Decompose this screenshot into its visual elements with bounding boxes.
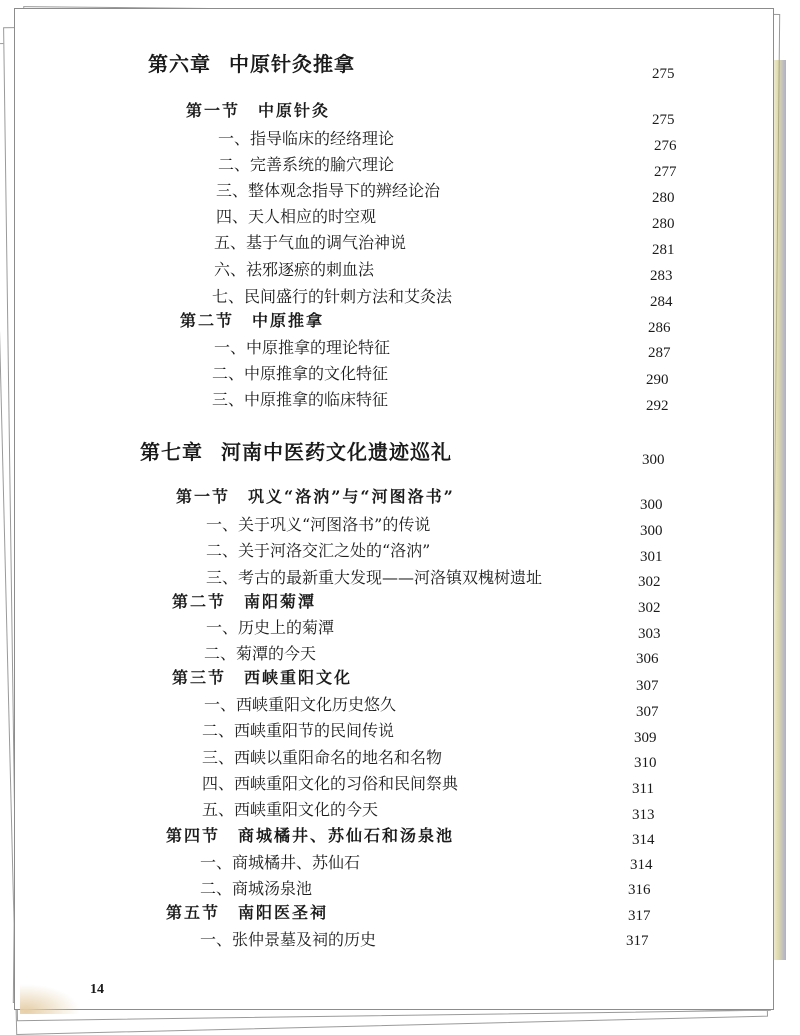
toc-page-number: 301 [640, 549, 663, 565]
toc-page-number: 314 [632, 832, 655, 848]
section-title: 中原推拿 [252, 311, 325, 330]
toc-page-number: 314 [630, 857, 653, 873]
item-title: 七、民间盛行的针刺方法和艾灸法 [212, 287, 453, 306]
toc-item [216, 178, 440, 201]
section-title: 南阳医圣祠 [238, 903, 329, 922]
toc-page-number: 300 [640, 497, 663, 513]
toc-item [204, 692, 396, 715]
section-title: 中原针灸 [258, 101, 331, 120]
toc-item [214, 257, 374, 280]
section-title: 商城橘井、苏仙石和汤泉池 [238, 826, 455, 845]
item-title: 三、整体观念指导下的辨经论治 [216, 181, 441, 200]
item-title: 一、中原推拿的理论特征 [214, 338, 391, 357]
section-title: 南阳菊潭 [244, 592, 317, 611]
item-title: 五、基于气血的调气治神说 [214, 233, 407, 252]
toc-item [212, 284, 452, 307]
toc-item [202, 718, 394, 741]
item-title: 一、历史上的菊潭 [206, 618, 335, 637]
toc-page-number: 280 [652, 216, 675, 232]
toc-item [212, 387, 388, 410]
toc-item [216, 204, 376, 227]
toc-page-number: 317 [626, 933, 649, 949]
toc-item [218, 152, 394, 175]
section-number: 第三节 [172, 668, 227, 687]
item-title: 一、商城橘井、苏仙石 [200, 853, 361, 872]
toc-chapter [140, 436, 452, 465]
toc-page-number: 284 [650, 294, 673, 310]
toc-page-number: 302 [638, 600, 661, 616]
toc-item [202, 797, 378, 820]
toc-item [214, 230, 406, 253]
toc-page-number: 275 [652, 66, 675, 82]
page-corner-shadow [20, 984, 80, 1014]
toc-page-number: 300 [642, 452, 665, 468]
toc-item [206, 615, 334, 638]
item-title: 五、西峡重阳文化的今天 [202, 800, 379, 819]
section-number: 第一节 [176, 487, 231, 506]
toc-page-number: 317 [628, 908, 651, 924]
toc-page-number: 280 [652, 190, 675, 206]
item-title: 四、天人相应的时空观 [216, 207, 377, 226]
toc-item [214, 335, 390, 358]
item-title: 二、西峡重阳节的民间传说 [202, 721, 395, 740]
section-title: 西峡重阳文化 [244, 668, 353, 687]
section-number: 第一节 [186, 101, 241, 120]
toc-page-number: 303 [638, 626, 661, 642]
toc-page-number: 287 [648, 345, 671, 361]
toc-page-number: 275 [652, 112, 675, 128]
toc-section [172, 665, 352, 688]
chapter-number: 第七章 [140, 440, 203, 464]
chapter-title: 中原针灸推拿 [229, 52, 355, 76]
toc-item [200, 850, 360, 873]
toc-item [200, 927, 376, 950]
toc-item [206, 565, 542, 588]
toc-page-number: 311 [632, 781, 654, 797]
toc-item [202, 771, 458, 794]
item-title: 二、商城汤泉池 [200, 879, 313, 898]
page-number: 14 [90, 982, 104, 997]
toc-item [202, 745, 442, 768]
toc-page-number: 302 [638, 574, 661, 590]
chapter-number: 第六章 [148, 52, 211, 76]
toc-page-number: 300 [640, 523, 663, 539]
toc-section [166, 900, 328, 923]
toc-item [206, 538, 430, 561]
toc-page-number: 309 [634, 730, 657, 746]
toc-page-number: 281 [652, 242, 675, 258]
item-title: 二、中原推拿的文化特征 [212, 364, 389, 383]
item-title: 二、关于河洛交汇之处的“洛汭” [206, 541, 431, 560]
toc-section [172, 589, 316, 612]
item-title: 一、关于巩义“河图洛书”的传说 [206, 515, 431, 534]
toc-page-number: 316 [628, 882, 651, 898]
toc-page-number: 292 [646, 398, 669, 414]
toc-page-number: 307 [636, 704, 659, 720]
section-number: 第五节 [166, 903, 221, 922]
item-title: 三、考古的最新重大发现——河洛镇双槐树遗址 [206, 568, 543, 587]
item-title: 一、西峡重阳文化历史悠久 [204, 695, 397, 714]
item-title: 一、指导临床的经络理论 [218, 129, 395, 148]
section-number: 第二节 [172, 592, 227, 611]
item-title: 三、中原推拿的临床特征 [212, 390, 389, 409]
chapter-title: 河南中医药文化遗迹巡礼 [221, 440, 452, 464]
toc-page-number: 290 [646, 372, 669, 388]
item-title: 二、完善系统的腧穴理论 [218, 155, 395, 174]
item-title: 一、张仲景墓及祠的历史 [200, 930, 377, 949]
toc-section [176, 484, 455, 507]
item-title: 六、祛邪逐瘀的刺血法 [214, 260, 375, 279]
toc-item [206, 512, 430, 535]
toc-section [186, 98, 330, 121]
section-number: 第二节 [180, 311, 235, 330]
toc-page-number: 313 [632, 807, 655, 823]
book-edge-strip [772, 60, 786, 960]
toc-page-number: 277 [654, 164, 677, 180]
item-title: 二、菊潭的今天 [204, 644, 317, 663]
toc-page-number: 307 [636, 678, 659, 694]
toc-item [212, 361, 388, 384]
section-number: 第四节 [166, 826, 221, 845]
toc-page-number: 310 [634, 755, 657, 771]
toc-chapter [148, 48, 355, 77]
toc-page-number: 276 [654, 138, 677, 154]
toc-page-number: 286 [648, 320, 671, 336]
toc-section [180, 308, 324, 331]
item-title: 四、西峡重阳文化的习俗和民间祭典 [202, 774, 459, 793]
section-title: 巩义“洛汭”与“河图洛书” [248, 487, 455, 506]
item-title: 三、西峡以重阳命名的地名和名物 [202, 748, 443, 767]
toc-page-number: 306 [636, 651, 659, 667]
toc-section [166, 823, 454, 846]
toc-item [204, 641, 316, 664]
toc-item [218, 126, 394, 149]
toc-item [200, 876, 312, 899]
toc-page-number: 283 [650, 268, 673, 284]
